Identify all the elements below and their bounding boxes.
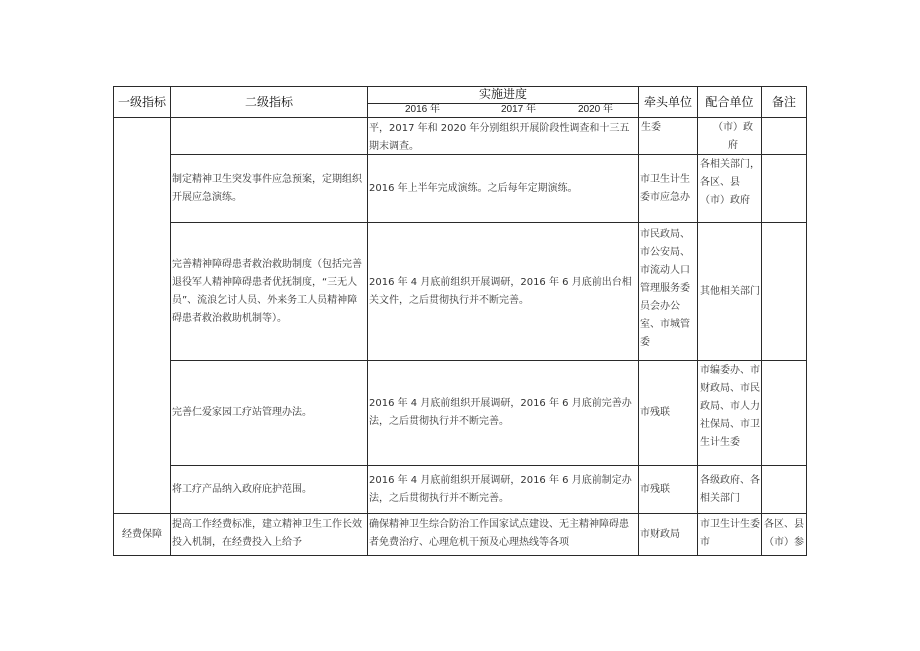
row1-cooperate: （市）政府 (713, 122, 753, 151)
row1-lead: 生委 (641, 122, 661, 133)
table-border-right (806, 86, 807, 556)
row2-progress: 2016 年上半年完成演练。之后每年定期演练。 (369, 182, 578, 194)
table-border-left (113, 86, 114, 556)
column-rule (761, 86, 762, 556)
row6-cooperate: 市卫生计生委市 (700, 519, 760, 548)
row3-progress: 2016 年 4 月底前组织开展调研，2016 年 6 月底前出台相关文件，之后贯彻执行并不断完善。 (369, 276, 632, 306)
row6-progress: 确保精神卫生综合防治工作国家试点建设、无主精神障碍患者免费治疗、心理危机干预及心理热线等各项 (369, 519, 629, 548)
column-rule (697, 86, 698, 556)
row6-lead: 市财政局 (640, 528, 680, 540)
row4-level2: 完善仁爱家园工疗站管理办法。 (172, 407, 312, 418)
row2-cooperate: 各相关部门，各区、县（市）政府 (700, 159, 760, 206)
row4-progress: 2016 年 4 月底前组织开展调研，2016 年 6 月底前完善办法，之后贯彻执行并不断完善。 (369, 398, 632, 427)
header-year-2016: 2016 年 (405, 104, 441, 115)
header-cooperate: 配合单位 (705, 95, 754, 109)
row5-lead: 市残联 (640, 483, 670, 495)
row6-remark: 各区、县（市）参 (764, 519, 804, 548)
column-rule (638, 86, 639, 556)
row6-level1: 经费保障 (122, 528, 162, 540)
header-year-2017: 2017 年 (501, 104, 537, 115)
row3-lead: 市民政局、市公安局、市流动人口管理服务委员会办公室、市城管委 (640, 229, 690, 348)
row2-level2: 制定精神卫生突发事件应急预案，定期组织开展应急演练。 (172, 173, 362, 203)
row5-level2: 将工疗产品纳入政府庇护范围。 (172, 483, 312, 495)
row5-progress: 2016 年 4 月底前组织开展调研，2016 年 6 月底前制定办法，之后贯彻执行并不断完善。 (369, 474, 632, 504)
row6-level2: 提高工作经费标准，建立精神卫生工作长效投入机制，在经费投入上给予 (172, 519, 362, 548)
column-rule (170, 86, 171, 556)
row4-cooperate: 市编委办、市财政局、市民政局、市人力社保局、市卫生计生委 (700, 365, 760, 448)
row-rule (113, 513, 807, 514)
row1-progress: 平，2017 年和 2020 年分别组织开展阶段性调查和十三五期末调查。 (369, 123, 630, 152)
header-lead: 牵头单位 (643, 95, 692, 109)
header-year-2020: 2020 年 (578, 104, 614, 115)
header-level1: 一级指标 (117, 95, 166, 109)
header-level2: 二级指标 (244, 95, 293, 109)
table-border-bottom (113, 555, 807, 556)
column-rule (367, 86, 368, 556)
header-remark: 备注 (771, 95, 796, 109)
row3-level2: 完善精神障碍患者救治救助制度（包括完善退役军人精神障碍患者优抚制度，“三无人员”、流浪乞讨人员、外来务工人员精神障碍患者救治救助机制等）。 (172, 258, 362, 324)
row3-cooperate: 其他相关部门 (700, 285, 760, 297)
header-bottom-rule (113, 117, 807, 118)
row4-lead: 市残联 (640, 407, 670, 418)
header-progress: 实施进度 (478, 87, 527, 101)
row5-cooperate: 各级政府、各相关部门 (700, 474, 760, 504)
plan-table (113, 86, 807, 555)
row2-lead: 市卫生计生委市应急办 (640, 173, 690, 203)
